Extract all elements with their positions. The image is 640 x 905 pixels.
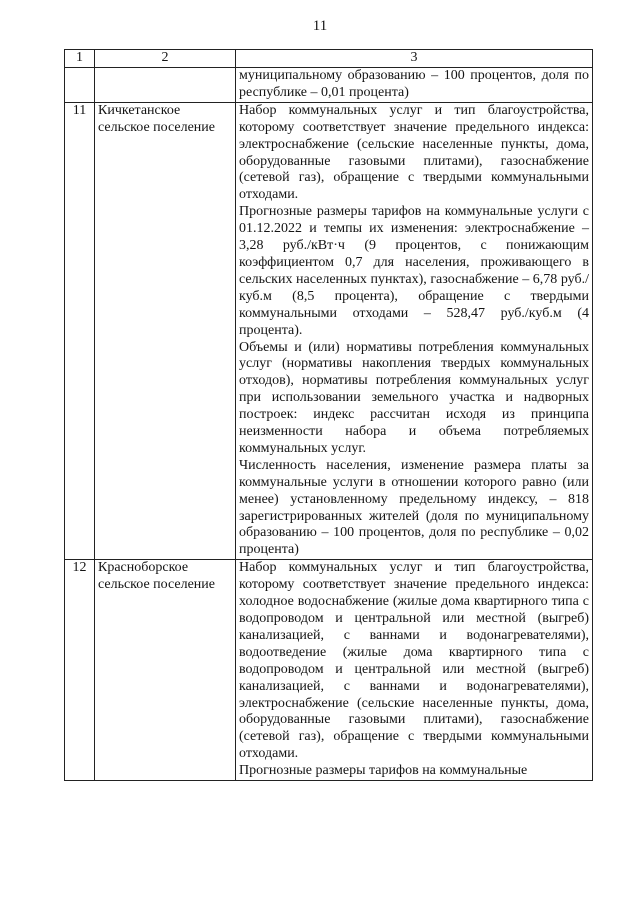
table-header-row <box>65 50 593 68</box>
tariff-table <box>64 49 593 781</box>
settlement-name-line: Красноборское <box>98 560 189 576</box>
description-cell <box>236 102 593 559</box>
table-row-12 <box>65 560 593 781</box>
table-row-continuation <box>65 68 593 103</box>
settlement-type-line: сельское поселение <box>98 577 215 593</box>
table-row-11 <box>65 102 593 559</box>
column-header-3: 3 <box>236 50 593 68</box>
page-number: 11 <box>312 18 328 34</box>
row-number: 11 <box>65 102 95 559</box>
description-cell <box>236 68 593 103</box>
population-paragraph: Численность населения, изменение размера платы за коммунальные услуги в отношении которого равно (или менее) установленному предельному индексу, – 818 зарегистрированных жителей (доля по муниципальному образованию – 100 процентов, доля по республике – 0,02 процента) <box>239 457 589 558</box>
services-set-paragraph: Набор коммунальных услуг и тип благоустройства, которому соответствует значение предельного индекса: электроснабжение (сельские населенные пункты, дома, оборудованные газовыми плитами), газоснабжение (сетевой газ), обращение с твердыми коммунальными отходами. <box>239 102 589 203</box>
column-header-1: 1 <box>65 50 95 68</box>
continuation-paragraph: муниципальному образованию – 100 процентов, доля по республике – 0,01 процента) <box>239 68 589 100</box>
tariffs-paragraph: Прогнозные размеры тарифов на коммунальные <box>239 763 528 779</box>
services-set-paragraph: Набор коммунальных услуг и тип благоустройства, которому соответствует значение предельного индекса: холодное водоснабжение (жилые дома квартирного типа с водопроводом и центральной или местной (выгреб) канализацией, с ваннами и водонагревателями), водоотведение (жилые дома квартирного типа с водопроводом и центральной или местной (выгреб) канализацией, с ваннами и водонагревателями), электроснабжение (сельские населенные пункты, дома, оборудованные газовыми плитами), газоснабжение (сетевой газ), обращение с твердыми коммунальными отходами. <box>239 560 589 762</box>
settlement-name <box>95 560 236 781</box>
settlement-name-cell <box>95 68 236 103</box>
settlement-name <box>95 102 236 559</box>
description-cell <box>236 560 593 781</box>
settlement-name-line: Кичкетанское <box>98 102 181 118</box>
consumption-norms-paragraph: Объемы и (или) нормативы потребления коммунальных услуг (нормативы накопления твердых коммунальных отходов), нормативы потребления коммунальных услуг при использовании земельного участка и надворных построек: индекс рассчитан исходя из принципа неизменности набора и объема потребляемых коммунальных услуг. <box>239 339 589 456</box>
row-number: 12 <box>65 560 95 781</box>
tariffs-paragraph: Прогнозные размеры тарифов на коммунальные услуги с 01.12.2022 и темпы их изменения: электроснабжение – 3,28 руб./кВт·ч (9 процентов, с понижающим коэффициентом 0,7 для населения, проживающего в сельских населенных пунктах), газоснабжение – 6,78 руб./куб.м (8,5 процента), обращение с твердыми коммунальными отходами – 528,47 руб./куб.м (4 процента). <box>239 204 589 338</box>
row-number-cell <box>65 68 95 103</box>
column-header-2: 2 <box>95 50 236 68</box>
settlement-type-line: сельское поселение <box>98 119 215 135</box>
